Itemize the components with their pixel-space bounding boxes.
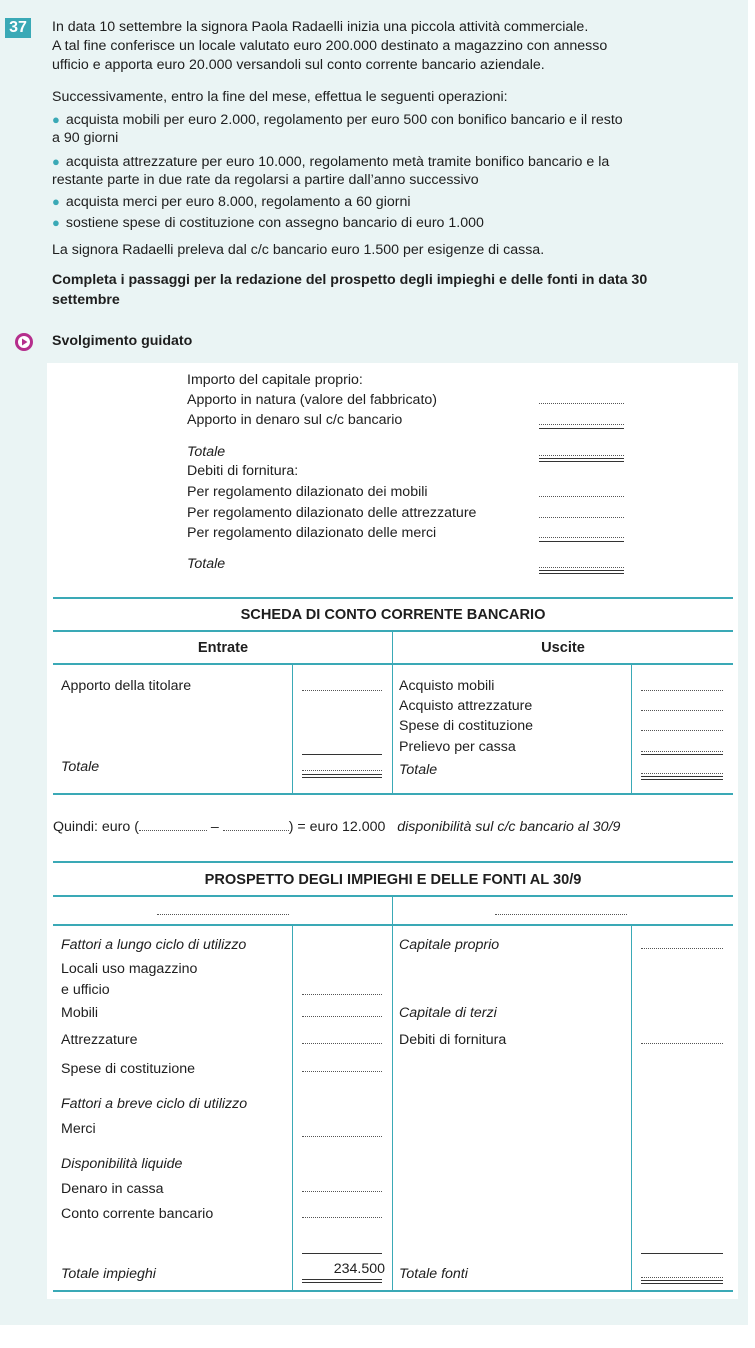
debts-total-label: Totale <box>187 556 226 572</box>
debts-row-3: Per regolamento dilazionato delle merci <box>187 525 437 541</box>
task-line-2: settembre <box>52 292 120 308</box>
bank-right-row-2-blank[interactable] <box>641 710 723 711</box>
debts-blank[interactable] <box>641 1043 723 1044</box>
short-cycle-heading: Fattori a breve ciclo di utilizzo <box>61 1096 248 1112</box>
bank-left-total-label: Totale <box>61 759 100 775</box>
intro-line-1: In data 10 settembre la signora Paola Radaelli inizia una piccola attività commerciale. <box>52 19 589 35</box>
prospetto-left-header-blank[interactable] <box>157 914 289 915</box>
bank-left-sum-line <box>302 754 382 755</box>
operation-1-cont: a 90 giorni <box>52 130 119 146</box>
capital-title: Importo del capitale proprio: <box>187 372 363 388</box>
capital-row-2-blank[interactable] <box>539 424 624 425</box>
debts-row-2: Per regolamento dilazionato delle attrezzature <box>187 505 477 521</box>
capital-total-underline <box>539 458 624 462</box>
long-cycle-heading: Fattori a lungo ciclo di utilizzo <box>61 937 247 953</box>
capital-sum-line <box>539 428 624 429</box>
spese-label: Spese di costituzione <box>61 1061 196 1077</box>
debts-label: Debiti di fornitura <box>399 1032 507 1048</box>
exercise-number-badge: 37 <box>5 18 31 38</box>
bank-right-row-2: Acquisto attrezzature <box>399 698 533 714</box>
bank-card-top-rule <box>53 597 733 599</box>
bank-right-sum-line <box>641 754 723 755</box>
operation-4: ● sostiene spese di costituzione con assegno bancario di euro 1.000 <box>52 215 484 231</box>
bank-right-row-3-blank[interactable] <box>641 730 723 731</box>
prospetto-left-value-divider <box>292 926 293 1290</box>
prospetto-top-rule <box>53 861 733 863</box>
operation-2-cont: restante parte in due rate da regolarsi a partire dall’anno successivo <box>52 172 479 188</box>
play-icon <box>14 332 34 352</box>
fonti-sum-line <box>641 1253 723 1254</box>
bank-right-total-blank[interactable] <box>641 773 723 774</box>
bank-right-total-label: Totale <box>399 762 438 778</box>
debts-sum-line <box>539 541 624 542</box>
attrezzature-label: Attrezzature <box>61 1032 138 1048</box>
total-impieghi-label: Totale impieghi <box>61 1266 156 1282</box>
spese-blank[interactable] <box>302 1071 382 1072</box>
liquidity-heading: Disponibilità liquide <box>61 1156 183 1172</box>
bank-left-total-underline <box>302 774 382 778</box>
locali-label-1: Locali uso magazzino <box>61 961 198 977</box>
debts-row-3-blank[interactable] <box>539 537 624 538</box>
capital-row-2: Apporto in denaro sul c/c bancario <box>187 412 403 428</box>
bullet-icon: ● <box>52 154 60 169</box>
bank-left-row-1-blank[interactable] <box>302 690 382 691</box>
bank-right-row-4: Prelievo per cassa <box>399 739 516 755</box>
capital-total-blank[interactable] <box>539 455 624 456</box>
prospetto-right-value-divider <box>631 926 632 1290</box>
bank-card-center-divider <box>392 630 393 793</box>
bank-card-title: SCHEDA DI CONTO CORRENTE BANCARIO <box>240 607 546 623</box>
operation-3: ● acquista merci per euro 8.000, regolamento a 60 giorni <box>52 194 411 210</box>
merci-blank[interactable] <box>302 1136 382 1137</box>
quindi-line: Quindi: euro ( – ) = euro 12.000 disponibilità sul c/c bancario al 30/9 <box>53 819 621 835</box>
prospetto-title: PROSPETTO DEGLI IMPIEGHI E DELLE FONTI AL 30/9 <box>204 872 582 888</box>
locali-label-2: e ufficio <box>61 982 110 998</box>
debts-total-underline <box>539 570 624 574</box>
debts-row-1: Per regolamento dilazionato dei mobili <box>187 484 428 500</box>
own-capital-blank[interactable] <box>641 948 723 949</box>
attrezzature-blank[interactable] <box>302 1043 382 1044</box>
bank-card-right-header: Uscite <box>541 640 585 656</box>
bullet-icon: ● <box>52 194 60 209</box>
third-capital-label: Capitale di terzi <box>399 1005 497 1021</box>
total-fonti-blank[interactable] <box>641 1277 723 1278</box>
bank-card-left-value-divider <box>292 665 293 793</box>
mobili-label: Mobili <box>61 1005 99 1021</box>
bank-right-row-1-blank[interactable] <box>641 690 723 691</box>
total-impieghi-value: 234.500 <box>333 1261 385 1277</box>
bank-left-row-1: Apporto della titolare <box>61 678 192 694</box>
intro-line-3: ufficio e apporta euro 20.000 versandoli sul conto corrente bancario aziendale. <box>52 57 545 73</box>
guided-title: Svolgimento guidato <box>52 333 193 349</box>
prospetto-title-rule <box>53 895 733 897</box>
operation-2: ● acquista attrezzature per euro 10.000, regolamento metà tramite bonifico bancario e la <box>52 154 610 170</box>
own-capital-label: Capitale proprio <box>399 937 500 953</box>
banca-blank[interactable] <box>302 1217 382 1218</box>
bank-left-total-blank[interactable] <box>302 770 382 771</box>
prospetto-right-header-blank[interactable] <box>495 914 627 915</box>
quindi-blank-1[interactable] <box>139 818 207 831</box>
bank-card-left-header: Entrate <box>197 640 249 656</box>
capital-row-1-blank[interactable] <box>539 403 624 404</box>
impieghi-sum-line <box>302 1253 382 1254</box>
bullet-icon: ● <box>52 112 60 127</box>
mobili-blank[interactable] <box>302 1016 382 1017</box>
bank-right-row-1: Acquisto mobili <box>399 678 495 694</box>
debts-row-2-blank[interactable] <box>539 517 624 518</box>
bank-card-title-rule <box>53 630 733 632</box>
bank-right-row-4-blank[interactable] <box>641 751 723 752</box>
bank-card-right-value-divider <box>631 665 632 793</box>
locali-blank[interactable] <box>302 994 382 995</box>
prospetto-bottom-rule <box>53 1290 733 1292</box>
cassa-blank[interactable] <box>302 1191 382 1192</box>
merci-label: Merci <box>61 1121 96 1137</box>
bank-right-row-3: Spese di costituzione <box>399 718 534 734</box>
operation-1: ● acquista mobili per euro 2.000, regolamento per euro 500 con bonifico bancario e il resto <box>52 112 623 128</box>
cassa-label: Denaro in cassa <box>61 1181 164 1197</box>
debts-title: Debiti di fornitura: <box>187 463 299 479</box>
solution-card <box>47 363 738 1299</box>
bank-right-total-underline <box>641 776 723 780</box>
total-impieghi-underline <box>302 1279 382 1283</box>
bullet-icon: ● <box>52 215 60 230</box>
capital-row-1: Apporto in natura (valore del fabbricato) <box>187 392 437 408</box>
debts-total-blank[interactable] <box>539 567 624 568</box>
banca-label: Conto corrente bancario <box>61 1206 214 1222</box>
prospetto-center-divider <box>392 895 393 1290</box>
total-fonti-label: Totale fonti <box>399 1266 468 1282</box>
quindi-blank-2[interactable] <box>223 818 289 831</box>
capital-total-label: Totale <box>187 444 226 460</box>
debts-row-1-blank[interactable] <box>539 496 624 497</box>
task-line-1: Completa i passaggi per la redazione del prospetto degli impieghi e delle fonti in data 30 <box>52 272 648 288</box>
total-fonti-underline <box>641 1280 723 1284</box>
intro-line-2: A tal fine conferisce un locale valutato euro 200.000 destinato a magazzino con annesso <box>52 38 608 54</box>
withdrawal-text: La signora Radaelli preleva dal c/c bancario euro 1.500 per esigenze di cassa. <box>52 242 545 258</box>
operations-intro: Successivamente, entro la fine del mese, effettua le seguenti operazioni: <box>52 89 508 105</box>
bank-card-bottom-rule <box>53 793 733 795</box>
